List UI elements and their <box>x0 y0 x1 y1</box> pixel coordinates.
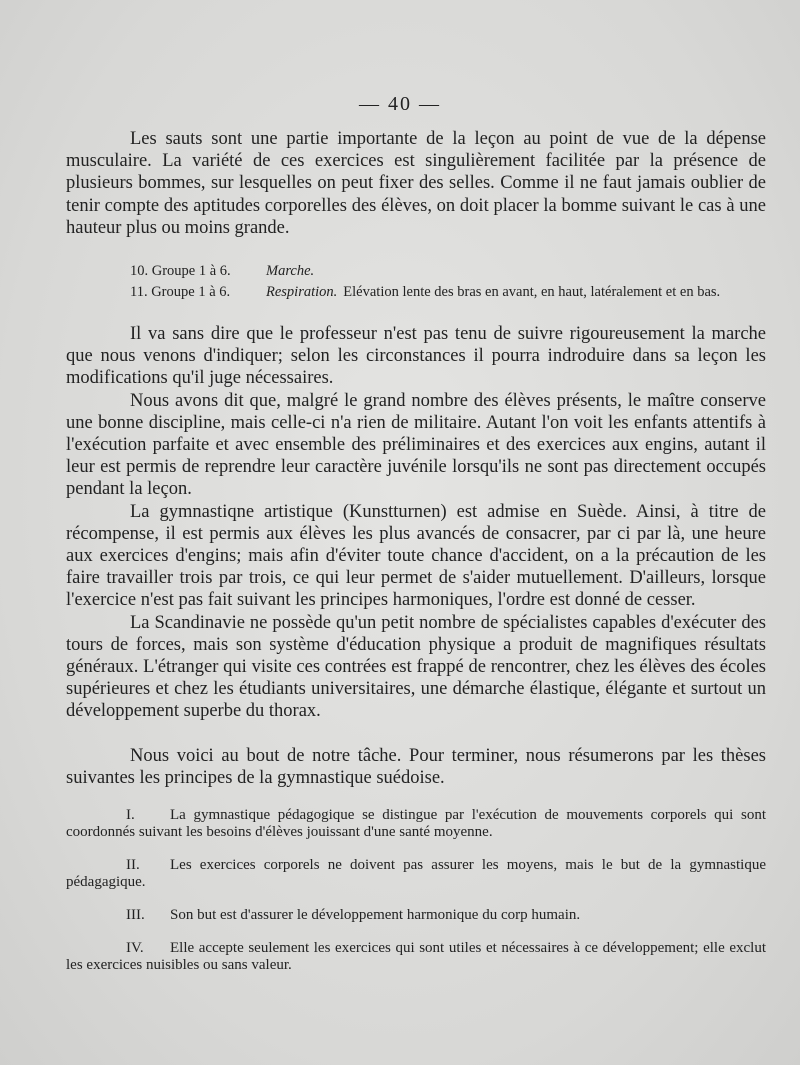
paragraph-gymnastique-artistique: La gymnastiqne artistique (Kunstturnen) est admise en Suède. Ainsi, à titre de récompense, il est permis aux élèves les plus avancés de consacrer, par ci par là, une heure aux exercices d'engins; mais afin d'éviter toute chance d'accident, on a la précaution de les faire travailler trois par trois, ce qui leur permet de s'aider mutuellement. D'ailleurs, lorsque l'exercice n'est pas fait suivant les principes harmoniques, l'ordre est donné de cesser. <box>66 501 766 611</box>
paragraph-discipline: Nous avons dit que, malgré le grand nombre des élèves présents, le maître conserve une bonne discipline, mais celle-ci n'a rien de militaire. Autant l'on voit les enfants attentifs à l'exécution parfaite et avec ensemble des préliminaires et des exercices aux engins, autant il leur est permis de reprendre leur caractère juvénile lorsqu'ils ne sont pas directement occupés pendant la leçon. <box>66 390 766 500</box>
thesis-text: Les exercices corporels ne doivent pas assurer les moyens, mais le but de la gymnastique pédagagique. <box>66 857 766 891</box>
thesis-item-2 <box>66 857 766 891</box>
page-content <box>66 128 766 990</box>
thesis-number: III. <box>126 907 145 924</box>
thesis-number: I. <box>126 807 135 824</box>
exercise-title: Respiration. <box>266 284 338 301</box>
paragraph-professeur: Il va sans dire que le professeur n'est pas tenu de suivre rigoureusement la marche que nous venons d'indiquer; selon les circonstances il pourra indroduire dans sa leçon les modifications qu'il juge nécessaires. <box>66 324 766 389</box>
exercise-number: 11. Groupe 1 à 6. <box>130 284 231 301</box>
thesis-item-3 <box>66 907 766 924</box>
paragraph-scandinavie: La Scandinavie ne possède qu'un petit nombre de spécialistes capables d'exécuter des tours de forces, mais son système d'éducation physique a produit de magnifiques résultats généraux. L'étranger qui visite ces contrées est frappé de rencontrer, chez les élèves des écoles supérieures et chez les étudiants universitaires, une démarche élastique, élégante et surtout un développement superbe du thorax. <box>66 612 766 722</box>
paragraph-sauts: Les sauts sont une partie importante de la leçon au point de vue de la dépense musculaire. La variété de ces exercices est singulièrement facilitée par la présence de plusieurs bommes, sur lesquelles on peut fixer des selles. Comme il ne faut jamais oublier de tenir compte des aptitudes corporelles des élèves, on doit placer la bomme suivant le cas à une hauteur plus ou moins grande. <box>66 129 766 238</box>
exercise-list <box>130 261 766 303</box>
thesis-item-4 <box>66 940 766 974</box>
exercise-item-11 <box>130 282 766 303</box>
thesis-text: La gymnastique pédagogique se distingue par l'exécution de mouvements corporels qui sont coordonnés suivant les besoins d'élèves jouissant d'une santé moyenne. <box>66 807 766 841</box>
page-number: — 40 — <box>359 93 441 115</box>
thesis-item-1 <box>66 807 766 841</box>
thesis-text: Elle accepte seulement les exercices qui sont utiles et nécessaires à ce développement; elle exclut les exercices nuisibles ou sans valeur. <box>66 940 766 974</box>
exercise-number: 10. Groupe 1 à 6. <box>130 263 231 280</box>
thesis-number: IV. <box>126 940 144 957</box>
exercise-item-10 <box>130 261 766 282</box>
paragraph-conclusion: Nous voici au bout de notre tâche. Pour terminer, nous résumerons par les thèses suivantes les principes de la gymnastique suédoise. <box>66 745 766 788</box>
exercise-title: Marche. <box>266 263 315 280</box>
thesis-number: II. <box>126 857 140 874</box>
thesis-text: Son but est d'assurer le développement harmonique du corp humain. <box>170 907 581 924</box>
exercise-text: Elévation lente des bras en avant, en haut, latéralement et en bas. <box>343 284 721 301</box>
theses-list <box>66 807 766 974</box>
